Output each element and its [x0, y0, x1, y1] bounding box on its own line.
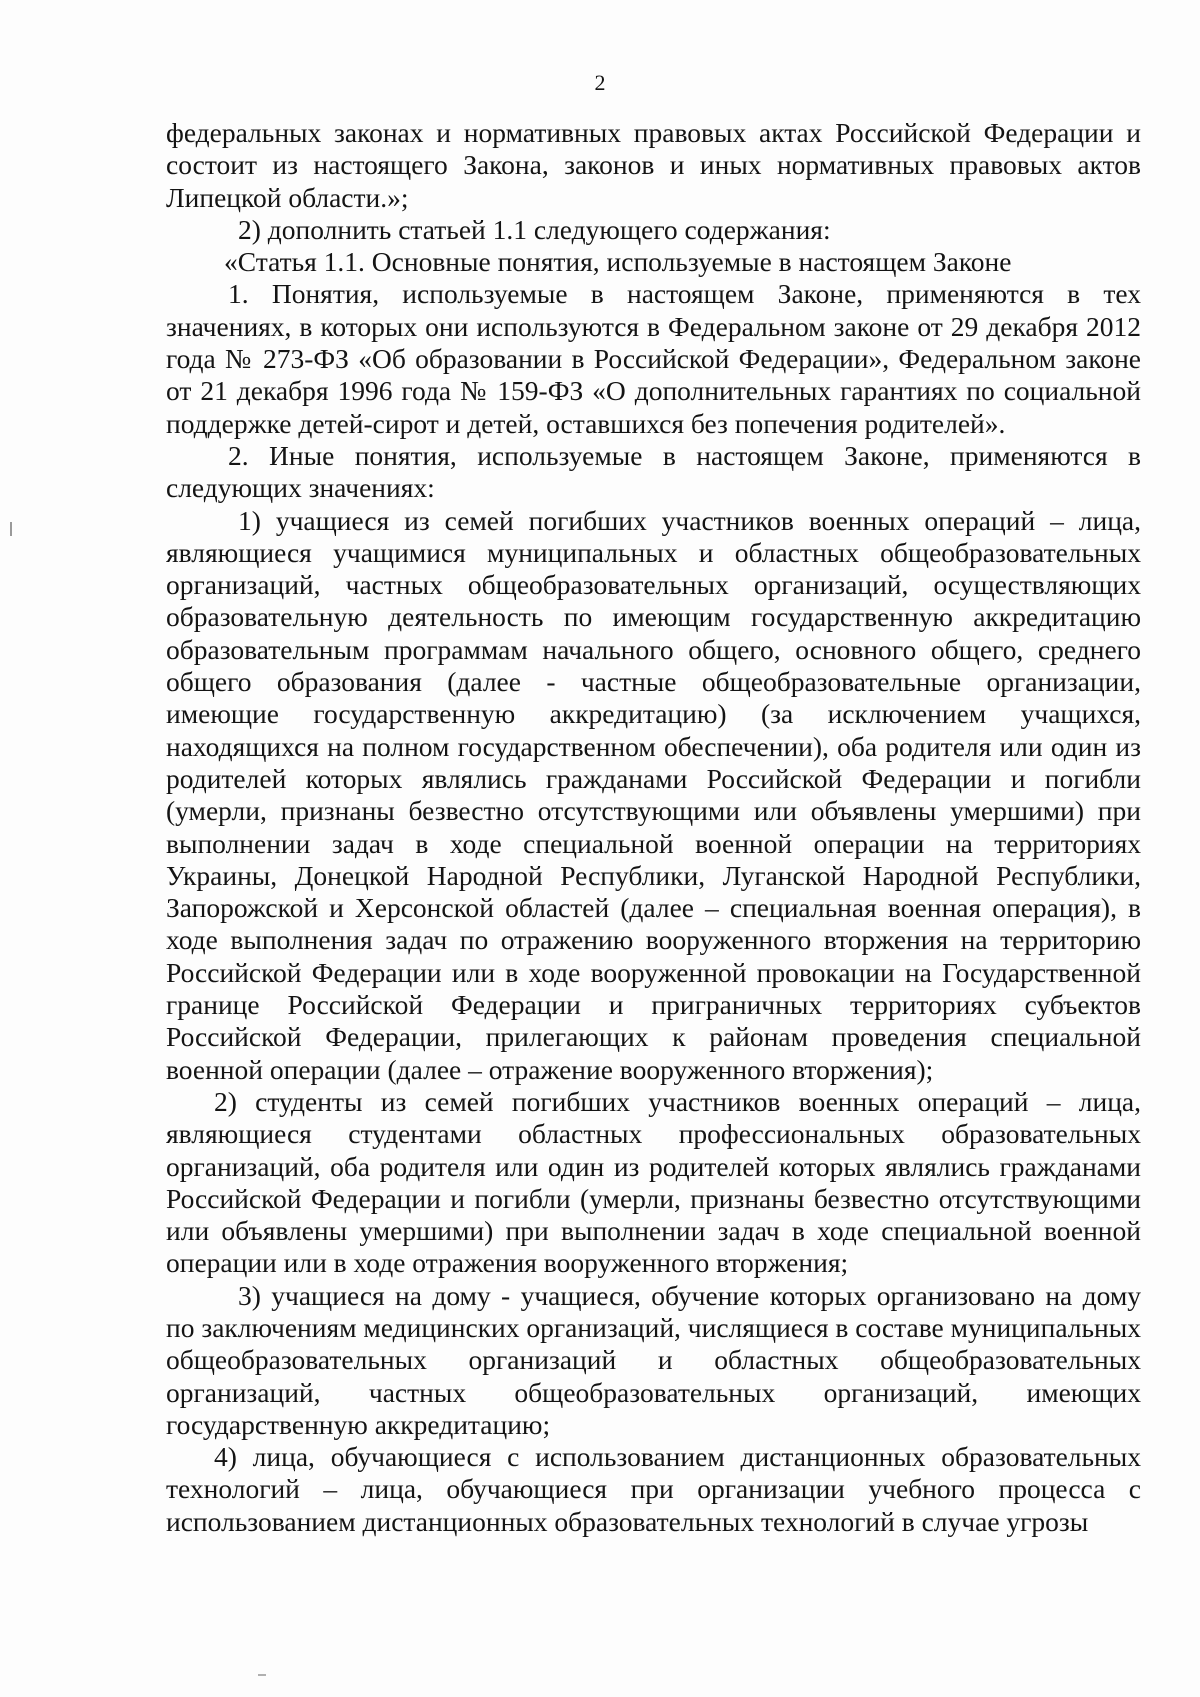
paragraph-definition-1: 1) учащиеся из семей погибших участников военных операций – лица, являющиеся учащимися муниципальных и областных общеобразовательных организаций, частных общеобразовательных организаций, осуществляющих образовательную деятельность по имеющим государственную аккредитацию образовательным программам начального общего, основного общего, среднего общего образования (далее - частные общеобразовательные организации, имеющие государственную аккредитацию) (за исключением учащихся, находящихся на полном государственном обеспечении), оба родителя или один из родителей которых являлись гражданами Российской Федерации и погибли (умерли, признаны безвестно отсутствующими или объявлены умершими) при выполнении задач в ходе специальной военной операции на территориях Украины, Донецкой Народной Республики, Луганской Народной Республики, Запорожской и Херсонской областей (далее – специальная военная операция), в ходе выполнения задач по отражению вооруженного вторжения на территорию Российской Федерации или в ходе вооруженной провокации на Государственной границе Российской Федерации и приграничных территориях субъектов Российской Федерации, прилегающих к районам проведения специальной военной операции (далее – отражение вооруженного вторжения); [166, 504, 1141, 1085]
page-number: 2 [594, 70, 606, 95]
article-heading: «Статья 1.1. Основные понятия, используемые в настоящем Законе [224, 246, 1012, 278]
paragraph-definition-2: 2) студенты из семей погибших участников военных операций – лица, являющиеся студентами областных профессиональных образовательных организаций, оба родителя или один из родителей которых являлись гражданами Российской Федерации и погибли (умерли, признаны безвестно отсутствующими или объявлены умершими) при выполнении задач в ходе специальной военной операции или в ходе отражения вооруженного вторжения; [166, 1085, 1141, 1279]
scan-mark-left [10, 522, 12, 536]
paragraph-amendment-item-2: 2) дополнить статьей 1.1 следующего содержания: [238, 213, 831, 245]
scan-mark-bottom [258, 1674, 266, 1676]
paragraph-continuation: федеральных законах и нормативных правовых актах Российской Федерации и состоит из настоящего Закона, законов и иных нормативных правовых актов Липецкой области.»; [166, 117, 1141, 213]
document-body [166, 117, 1141, 1538]
paragraph-definition-3: 3) учащиеся на дому - учащиеся, обучение которых организовано на дому по заключениям медицинских организаций, числящиеся в составе муниципальных общеобразовательных организаций и областных общеобразовательных организаций, частных общеобразовательных организаций, имеющих государственную аккредитацию; [166, 1279, 1141, 1440]
paragraph-clause-1: 1. Понятия, используемые в настоящем Законе, применяются в тех значениях, в которых они используются в Федеральном законе от 29 декабря 2012 года № 273-ФЗ «Об образовании в Российской Федерации», Федеральном законе от 21 декабря 1996 года № 159-ФЗ «О дополнительных гарантиях по социальной поддержке детей-сирот и детей, оставшихся без попечения родителей». [166, 278, 1141, 439]
paragraph-definition-4: 4) лица, обучающиеся с использованием дистанционных образовательных технологий – лица, обучающиеся при организации учебного процесса с использованием дистанционных образовательных технологий в случае угрозы [166, 1441, 1141, 1537]
paragraph-clause-2: 2. Иные понятия, используемые в настоящем Законе, применяются в следующих значениях: [166, 439, 1141, 504]
